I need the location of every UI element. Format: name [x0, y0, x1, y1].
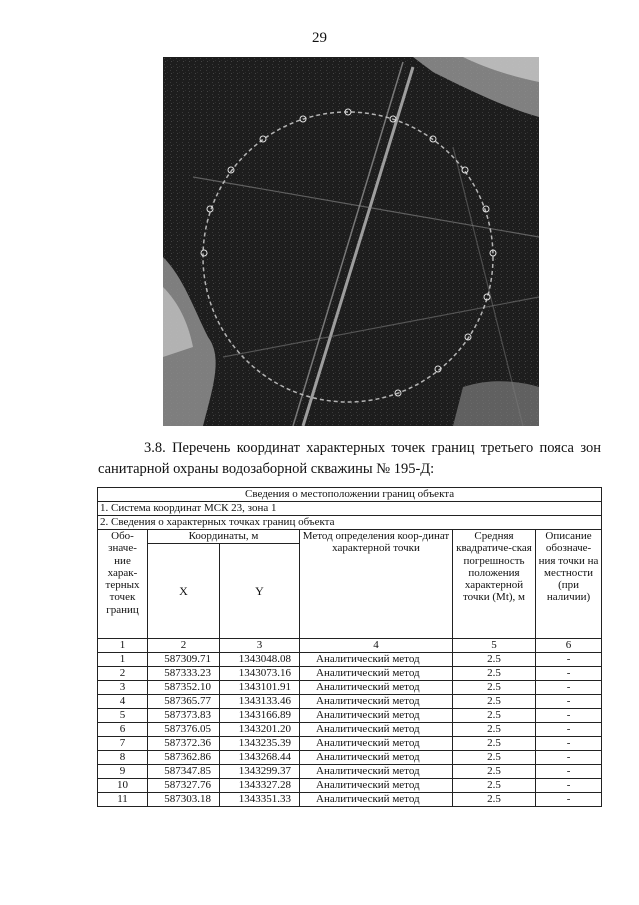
table-row [98, 667, 602, 681]
y-coordinate-cell: 1343351.33 [220, 793, 300, 807]
point-number-cell: 5 [98, 709, 148, 723]
table-body [98, 653, 602, 807]
col-method-header: Метод определения коор-динат характерной точки [300, 530, 453, 639]
col-number: 4 [300, 639, 453, 653]
method-cell: Аналитический метод [300, 695, 453, 709]
description-cell: - [536, 765, 602, 779]
method-cell: Аналитический метод [300, 653, 453, 667]
method-cell: Аналитический метод [300, 765, 453, 779]
x-coordinate-cell: 587309.71 [148, 653, 220, 667]
point-number-cell: 8 [98, 751, 148, 765]
col-error-header: Средняя квадратиче-ская погрешность положения характерной точки (Mt), м [453, 530, 536, 639]
error-cell: 2.5 [453, 751, 536, 765]
x-coordinate-cell: 587362.86 [148, 751, 220, 765]
method-cell: Аналитический метод [300, 751, 453, 765]
error-cell: 2.5 [453, 723, 536, 737]
error-cell: 2.5 [453, 709, 536, 723]
col-number: 3 [220, 639, 300, 653]
method-cell: Аналитический метод [300, 779, 453, 793]
point-number-cell: 10 [98, 779, 148, 793]
error-cell: 2.5 [453, 765, 536, 779]
error-cell: 2.5 [453, 681, 536, 695]
error-cell: 2.5 [453, 695, 536, 709]
method-cell: Аналитический метод [300, 681, 453, 695]
point-number-cell: 9 [98, 765, 148, 779]
x-coordinate-cell: 587352.10 [148, 681, 220, 695]
col-number: 1 [98, 639, 148, 653]
aerial-photo [163, 57, 539, 426]
method-cell: Аналитический метод [300, 667, 453, 681]
x-coordinate-cell: 587327.76 [148, 779, 220, 793]
x-coordinate-cell: 587373.83 [148, 709, 220, 723]
x-coordinate-cell: 587333.23 [148, 667, 220, 681]
y-coordinate-cell: 1343166.89 [220, 709, 300, 723]
section-heading-text: 3.8. Перечень координат характерных точек границ третьего пояса зон санитарной охраны водозаборной скважины № 195-Д: [98, 440, 601, 477]
point-number-cell: 1 [98, 653, 148, 667]
x-coordinate-cell: 587376.05 [148, 723, 220, 737]
point-number-cell: 4 [98, 695, 148, 709]
point-number-cell: 2 [98, 667, 148, 681]
y-coordinate-cell: 1343073.16 [220, 667, 300, 681]
table-row [98, 695, 602, 709]
col-x-header: X [148, 544, 220, 639]
points-info-line: 2. Сведения о характерных точках границ объекта [98, 516, 602, 530]
error-cell: 2.5 [453, 667, 536, 681]
description-cell: - [536, 667, 602, 681]
table-row [98, 681, 602, 695]
y-coordinate-cell: 1343327.28 [220, 779, 300, 793]
description-cell: - [536, 779, 602, 793]
description-cell: - [536, 695, 602, 709]
col-y-header: Y [220, 544, 300, 639]
table-row [98, 723, 602, 737]
x-coordinate-cell: 587303.18 [148, 793, 220, 807]
method-cell: Аналитический метод [300, 793, 453, 807]
table-caption: Сведения о местоположении границ объекта [98, 488, 602, 502]
coordinate-system-line: 1. Система координат МСК 23, зона 1 [98, 502, 602, 516]
table-row [98, 653, 602, 667]
description-cell: - [536, 709, 602, 723]
col-number: 5 [453, 639, 536, 653]
x-coordinate-cell: 587365.77 [148, 695, 220, 709]
table-row [98, 709, 602, 723]
col-number: 2 [148, 639, 220, 653]
col-number: 6 [536, 639, 602, 653]
aerial-map-image [163, 57, 539, 426]
x-coordinate-cell: 587347.85 [148, 765, 220, 779]
point-number-cell: 7 [98, 737, 148, 751]
table-row [98, 751, 602, 765]
description-cell: - [536, 723, 602, 737]
col-coordinates-header: Координаты, м [148, 530, 300, 544]
description-cell: - [536, 681, 602, 695]
description-cell: - [536, 737, 602, 751]
error-cell: 2.5 [453, 653, 536, 667]
description-cell: - [536, 751, 602, 765]
method-cell: Аналитический метод [300, 723, 453, 737]
table-row [98, 737, 602, 751]
method-cell: Аналитический метод [300, 737, 453, 751]
y-coordinate-cell: 1343101.91 [220, 681, 300, 695]
table-row [98, 793, 602, 807]
point-number-cell: 11 [98, 793, 148, 807]
y-coordinate-cell: 1343133.46 [220, 695, 300, 709]
error-cell: 2.5 [453, 793, 536, 807]
y-coordinate-cell: 1343268.44 [220, 751, 300, 765]
y-coordinate-cell: 1343201.20 [220, 723, 300, 737]
table-row [98, 779, 602, 793]
y-coordinate-cell: 1343299.37 [220, 765, 300, 779]
error-cell: 2.5 [453, 779, 536, 793]
coordinates-table [97, 487, 602, 807]
table-row [98, 765, 602, 779]
error-cell: 2.5 [453, 737, 536, 751]
method-cell: Аналитический метод [300, 709, 453, 723]
x-coordinate-cell: 587372.36 [148, 737, 220, 751]
point-number-cell: 3 [98, 681, 148, 695]
y-coordinate-cell: 1343235.39 [220, 737, 300, 751]
page-number: 29 [312, 30, 327, 46]
description-cell: - [536, 653, 602, 667]
section-heading [98, 438, 601, 480]
col-description-header: Описание обозначе-ния точки на местности (при наличии) [536, 530, 602, 639]
description-cell: - [536, 793, 602, 807]
y-coordinate-cell: 1343048.08 [220, 653, 300, 667]
point-number-cell: 6 [98, 723, 148, 737]
col-point-designation-header: Обо-значе-ние харак-терных точек границ [98, 530, 148, 639]
